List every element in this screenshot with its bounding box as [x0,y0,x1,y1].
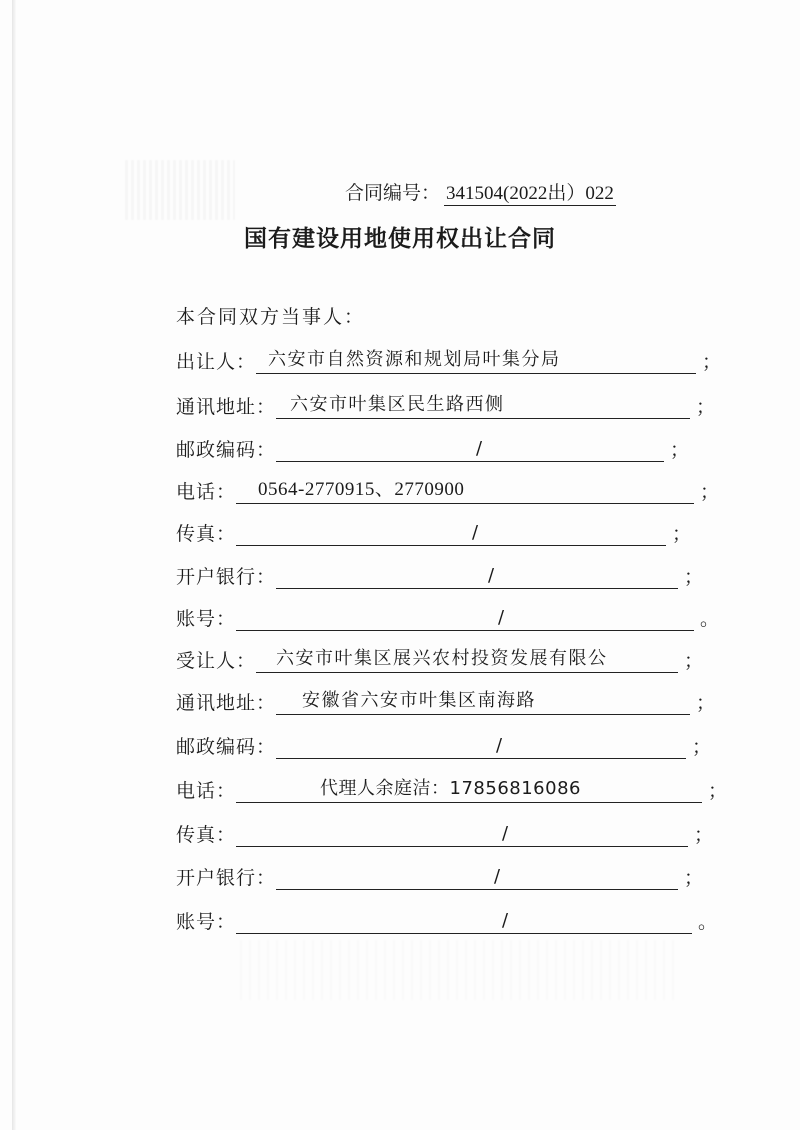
transferee-postal-row [176,729,711,759]
transferee-phone-row [176,773,727,803]
period: 。 [700,608,720,630]
document-title: 国有建设用地使用权出让合同 [244,226,556,252]
field-label: 传真： [176,523,237,545]
transferee-postal: / [496,735,504,756]
semicolon: ； [694,824,714,846]
field-label: 开户银行： [176,867,277,889]
transferor-postal-row [176,432,689,462]
contract-number-value: 341504(2022出）022 [444,178,616,206]
field-label: 出让人： [176,351,257,373]
field-label: 开户银行： [176,566,277,588]
transferor-account: / [498,607,506,628]
transferee-name: 六安市叶集区展兴农村投资发展有限公 [276,648,608,669]
transferee-name-row [176,643,703,673]
field-label: 账号： [176,911,237,933]
bleed-through-marks-bottom [240,940,680,1000]
field-label: 传真： [176,824,237,846]
contract-number [345,178,616,206]
semicolon: ； [708,780,728,802]
intro-line: 本合同双方当事人： [176,306,366,328]
semicolon: ； [670,439,690,461]
transferor-name: 六安市自然资源和规划局叶集分局 [268,349,561,370]
semicolon: ； [702,351,722,373]
field-label: 电话： [176,780,237,802]
transferee-address-row [176,685,715,715]
transferor-postal: / [476,438,484,459]
bleed-through-marks [125,160,235,220]
field-line [276,562,678,589]
transferee-bank: / [494,866,502,887]
semicolon: ； [696,396,716,418]
contract-number-label: 合同编号： [345,182,441,204]
field-line [276,688,690,715]
transferor-phone-row [176,474,719,504]
transferor-bank: / [488,565,496,586]
field-line [276,732,686,759]
transferor-bank-row [176,559,703,589]
transferee-account-row [176,904,717,934]
field-line [236,604,694,631]
field-line [236,477,694,504]
field-line [256,646,678,673]
transferor-fax-row [176,516,691,546]
semicolon: ； [684,566,704,588]
transferor-address: 六安市叶集区民生路西侧 [290,394,505,415]
transferee-bank-row [176,860,703,890]
field-line [276,392,690,419]
field-line [276,435,664,462]
field-label: 受让人： [176,650,257,672]
field-label: 邮政编码： [176,439,277,461]
transferee-fax-row [176,817,713,847]
semicolon: ； [692,736,712,758]
transferor-name-row [176,344,721,374]
scan-edge [12,0,16,1130]
field-label: 通讯地址： [176,692,277,714]
field-line [236,776,702,803]
transferee-address: 安徽省六安市叶集区南海路 [302,690,537,711]
field-label: 电话： [176,481,237,503]
transferor-phone: 0564-2770915、2770900 [258,479,465,500]
transferee-phone: 代理人余庭洁：17856816086 [320,778,581,799]
semicolon: ； [700,481,720,503]
semicolon: ； [684,650,704,672]
transferee-fax: / [502,823,510,844]
semicolon: ； [672,523,692,545]
period: 。 [698,911,718,933]
field-line [256,347,696,374]
transferor-account-row [176,601,719,631]
field-label: 通讯地址： [176,396,277,418]
field-line [236,820,688,847]
field-line [236,907,692,934]
transferor-fax: / [472,522,480,543]
transferor-address-row [176,389,715,419]
field-line [236,519,666,546]
field-line [276,863,678,890]
field-label: 邮政编码： [176,736,277,758]
semicolon: ； [696,692,716,714]
field-label: 账号： [176,608,237,630]
semicolon: ； [684,867,704,889]
transferee-account: / [502,910,510,931]
